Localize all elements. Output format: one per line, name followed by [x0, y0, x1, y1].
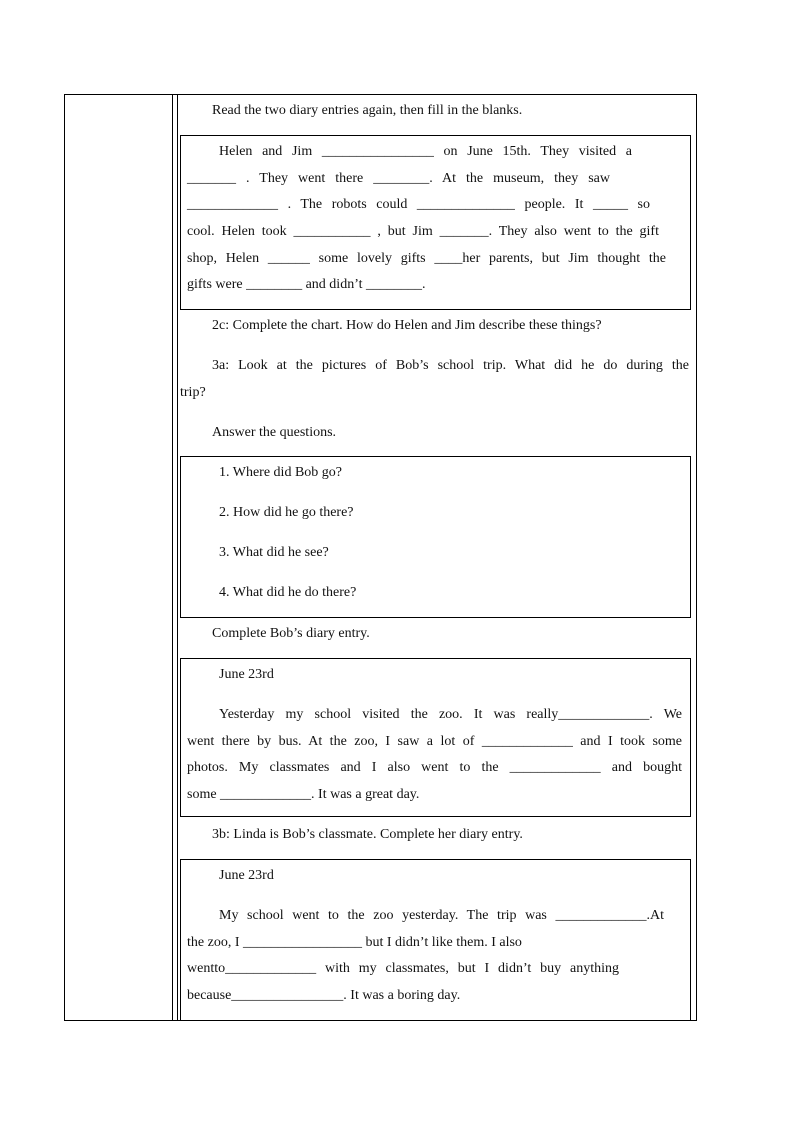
instruction-complete: Complete Bob’s diary entry. [212, 626, 370, 641]
linda-diary-line-1: My school went to the zoo yesterday. The trip was _____________.At [219, 908, 664, 923]
bob-diary-date: June 23rd [219, 667, 274, 682]
linda-diary-date: June 23rd [219, 868, 274, 883]
instruction-2c: 2c: Complete the chart. How do Helen and Jim describe these things? [212, 318, 602, 333]
fill-line-6: gifts were ________ and didn’t ________. [187, 277, 426, 292]
fill-line-3: _____________ . The robots could ______________ people. It _____ so [187, 197, 650, 212]
left-column [65, 95, 173, 1020]
instruction-3b: 3b: Linda is Bob’s classmate. Complete her diary entry. [212, 827, 523, 842]
instruction-3a-line1: 3a: Look at the pictures of Bob’s school trip. What did he do during the [212, 358, 689, 373]
question-3: 3. What did he see? [219, 545, 329, 560]
fill-line-4: cool. Helen took ___________ , but Jim _______. They also went to the gift [187, 224, 659, 239]
question-2: 2. How did he go there? [219, 505, 354, 520]
instruction-answer: Answer the questions. [212, 425, 337, 440]
instruction-3a-line2: trip? [180, 385, 206, 400]
fill-line-1: Helen and Jim ________________ on June 15th. They visited a [219, 144, 632, 159]
instruction-read: Read the two diary entries again, then fill in the blanks. [212, 103, 523, 118]
fill-line-2: _______ . They went there ________. At the museum, they saw [187, 171, 610, 186]
question-1: 1. Where did Bob go? [219, 465, 342, 480]
linda-diary-line-2: the zoo, I _________________ but I didn’t like them. I also [187, 935, 522, 950]
bob-diary-line-3: photos. My classmates and I also went to the _____________ and bought [187, 760, 682, 775]
linda-diary-line-4: because________________. It was a boring day. [187, 988, 461, 1003]
linda-diary-line-3: wentto_____________ with my classmates, but I didn’t buy anything [187, 961, 619, 976]
bob-diary-line-1: Yesterday my school visited the zoo. It was really_____________. We [219, 707, 682, 722]
fill-line-5: shop, Helen ______ some lovely gifts ____her parents, but Jim thought the [187, 251, 666, 266]
question-4: 4. What did he do there? [219, 585, 357, 600]
bob-diary-line-4: some _____________. It was a great day. [187, 787, 420, 802]
bob-diary-line-2: went there by bus. At the zoo, I saw a lot of _____________ and I took some [187, 734, 682, 749]
